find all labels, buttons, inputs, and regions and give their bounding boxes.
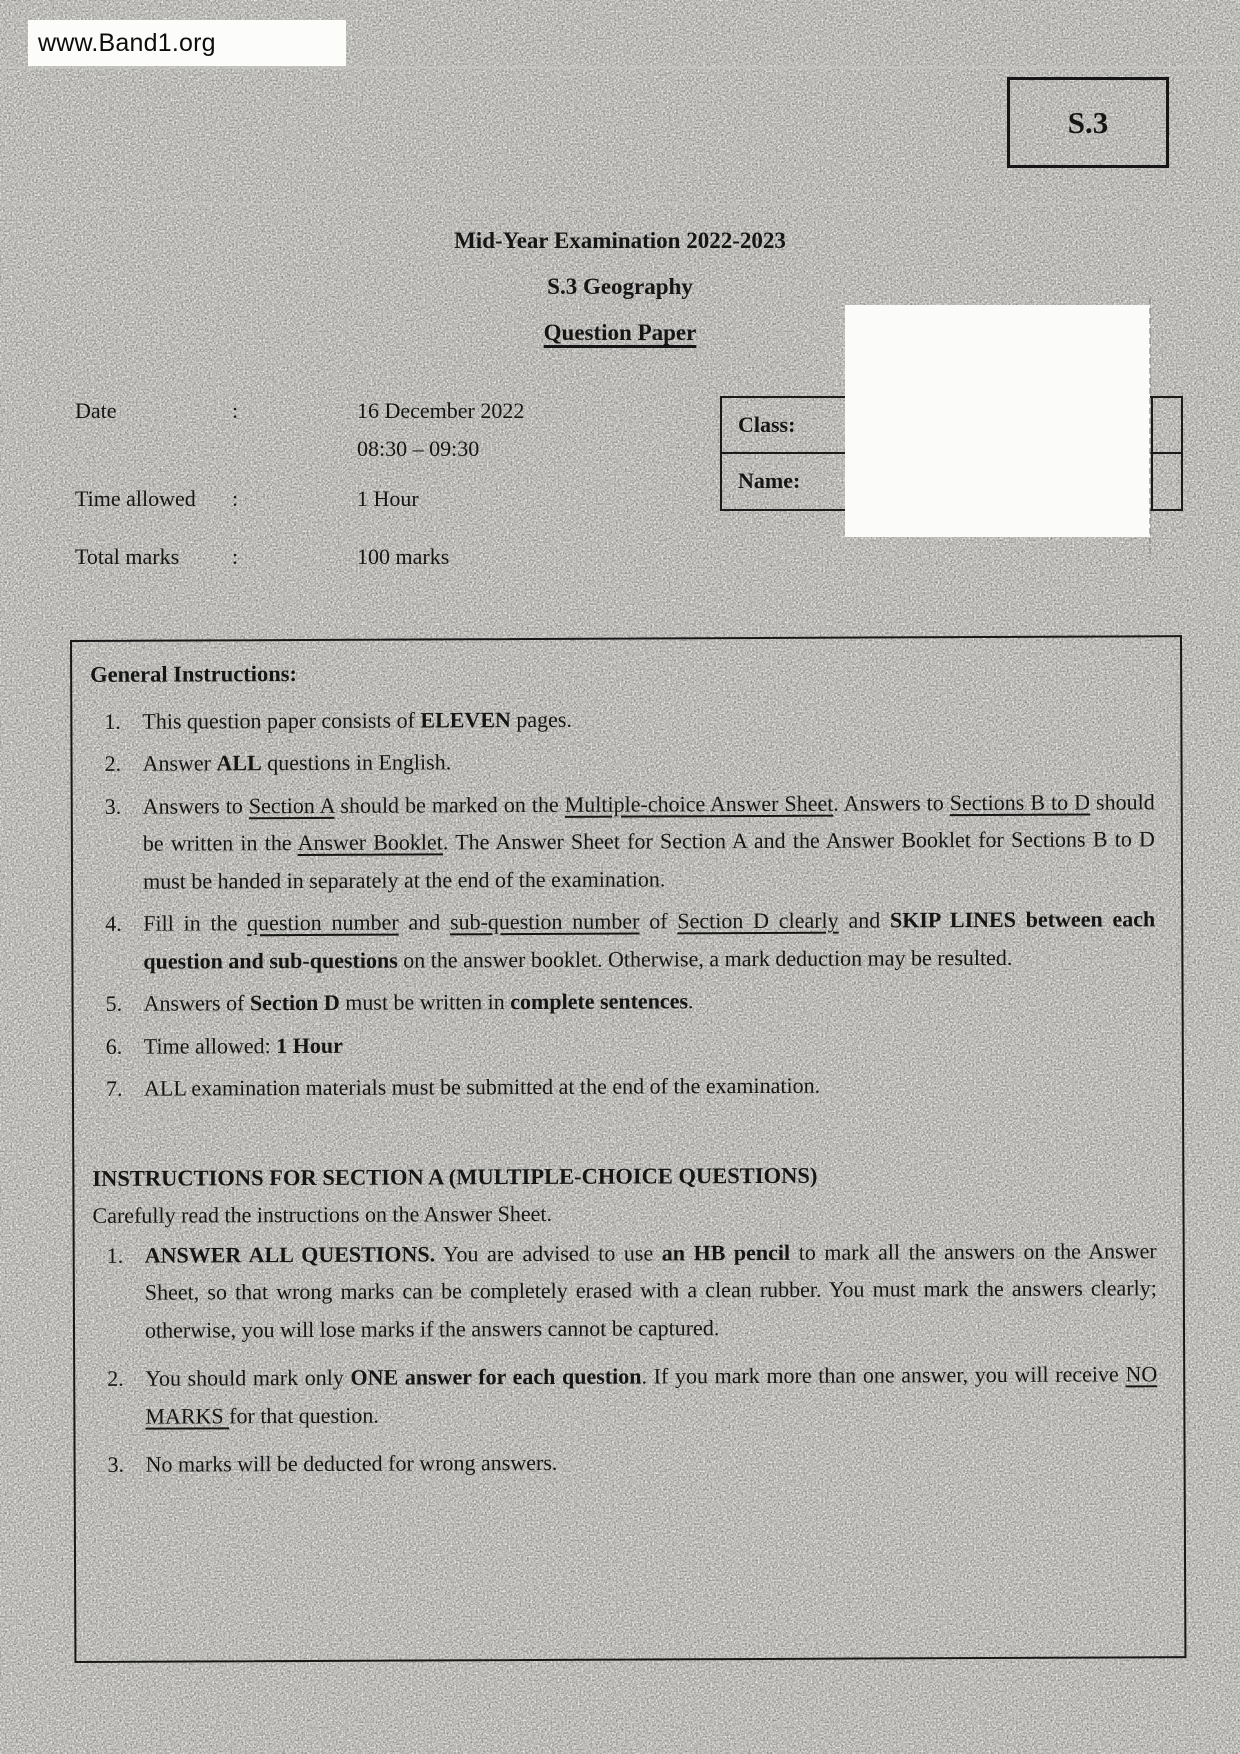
item-text: Answer ALL questions in English. [142, 749, 452, 776]
level-badge [1007, 77, 1169, 168]
class-label-cell [722, 398, 847, 454]
instruction-item [92, 1441, 1164, 1483]
item-text: ANSWER ALL QUESTIONS. You are advised to use an HB pencil to mark all the answers on the Answer Sheet, so that wrong marks can be completely erased with a clean rubber. You must mark the answers clearly; otherwise, you will lose marks if the answers cannot be captured. [144, 1237, 1157, 1343]
instruction-item [88, 698, 1160, 740]
instruction-item [90, 980, 1162, 1022]
scan-streak [0, 203, 1240, 205]
instruction-item [90, 1065, 1162, 1107]
redaction-patch [845, 305, 1150, 537]
instruction-item [90, 1023, 1162, 1065]
watermark [28, 20, 346, 66]
item-text: Fill in the question number and sub-question number of Section D clearly and SKIP LINES between each question and sub-questions on the answer booklet. Otherwise, a mark deduction may be resulted. [143, 906, 1156, 974]
instruction-item [91, 1355, 1163, 1435]
item-number: 1. [104, 708, 121, 734]
exam-title: Mid-Year Examination 2022-2023 [454, 228, 786, 253]
item-text: ALL examination materials must be submitted at the end of the examination. [143, 1072, 821, 1101]
item-number: 2. [107, 1365, 124, 1391]
item-number: 4. [105, 910, 122, 936]
instruction-item [88, 740, 1160, 782]
exam-subject: S.3 Geography [547, 274, 693, 299]
scan-streak [0, 66, 1240, 69]
item-text: Answers of Section D must be written in complete sentences. [143, 988, 694, 1016]
item-text: This question paper consists of ELEVEN pages. [142, 706, 573, 734]
item-number: 3. [104, 793, 122, 819]
section-a-intro: Carefully read the instructions on the Answer Sheet. [92, 1200, 553, 1228]
item-text: You should mark only ONE answer for each question. If you mark more than one answer, you will receive NO MARKS for that question. [145, 1361, 1158, 1429]
scan-artifact-line [1149, 298, 1151, 560]
section-a-heading: INSTRUCTIONS FOR SECTION A (MULTIPLE-CHOICE QUESTIONS) [92, 1162, 818, 1191]
item-number: 3. [107, 1451, 125, 1477]
date-value: 16 December 2022 [357, 398, 525, 423]
item-number: 7. [105, 1075, 123, 1101]
total-marks-value: 100 marks [357, 544, 450, 569]
watermark-label: www.Band1.org [38, 28, 216, 57]
item-number: 2. [104, 750, 122, 776]
general-instructions-heading: General Instructions: [90, 661, 298, 687]
date-label: Date [75, 398, 117, 423]
date-colon: : [232, 398, 239, 423]
item-text: Answers to Section A should be marked on the Multiple-choice Answer Sheet. Answers to Sections B to D should be written in the Answer Booklet. The Answer Sheet for Section A and the Answer Booklet for Sections B to D must be handed in separately at the end of the examination. [142, 788, 1155, 894]
item-number: 5. [105, 990, 123, 1016]
exam-paper-type: Question Paper [543, 320, 697, 345]
class-field-right [1153, 398, 1181, 454]
time-allowed-value: 1 Hour [357, 486, 419, 511]
time-allowed-colon: : [232, 486, 239, 511]
instruction-item [91, 1232, 1163, 1349]
item-number: 1. [106, 1242, 124, 1268]
item-number: 6. [105, 1033, 123, 1059]
general-instructions-box [70, 635, 1186, 1663]
item-text: Time allowed: 1 Hour [143, 1032, 343, 1059]
class-label: Class: [738, 411, 796, 437]
total-marks-label: Total marks [75, 544, 180, 569]
name-label: Name: [738, 468, 801, 494]
time-range-value: 08:30 – 09:30 [357, 436, 480, 461]
instruction-item [89, 900, 1161, 980]
name-label-cell [722, 454, 847, 510]
total-marks-colon: : [232, 544, 239, 569]
item-text: No marks will be deducted for wrong answers. [145, 1449, 558, 1477]
instruction-item [89, 783, 1161, 900]
name-field-right [1153, 454, 1181, 510]
general-instructions-list [88, 698, 1162, 1108]
time-allowed-label: Time allowed [75, 486, 196, 511]
section-a-instructions-list [91, 1232, 1164, 1484]
level-badge-label: S.3 [1067, 104, 1109, 140]
